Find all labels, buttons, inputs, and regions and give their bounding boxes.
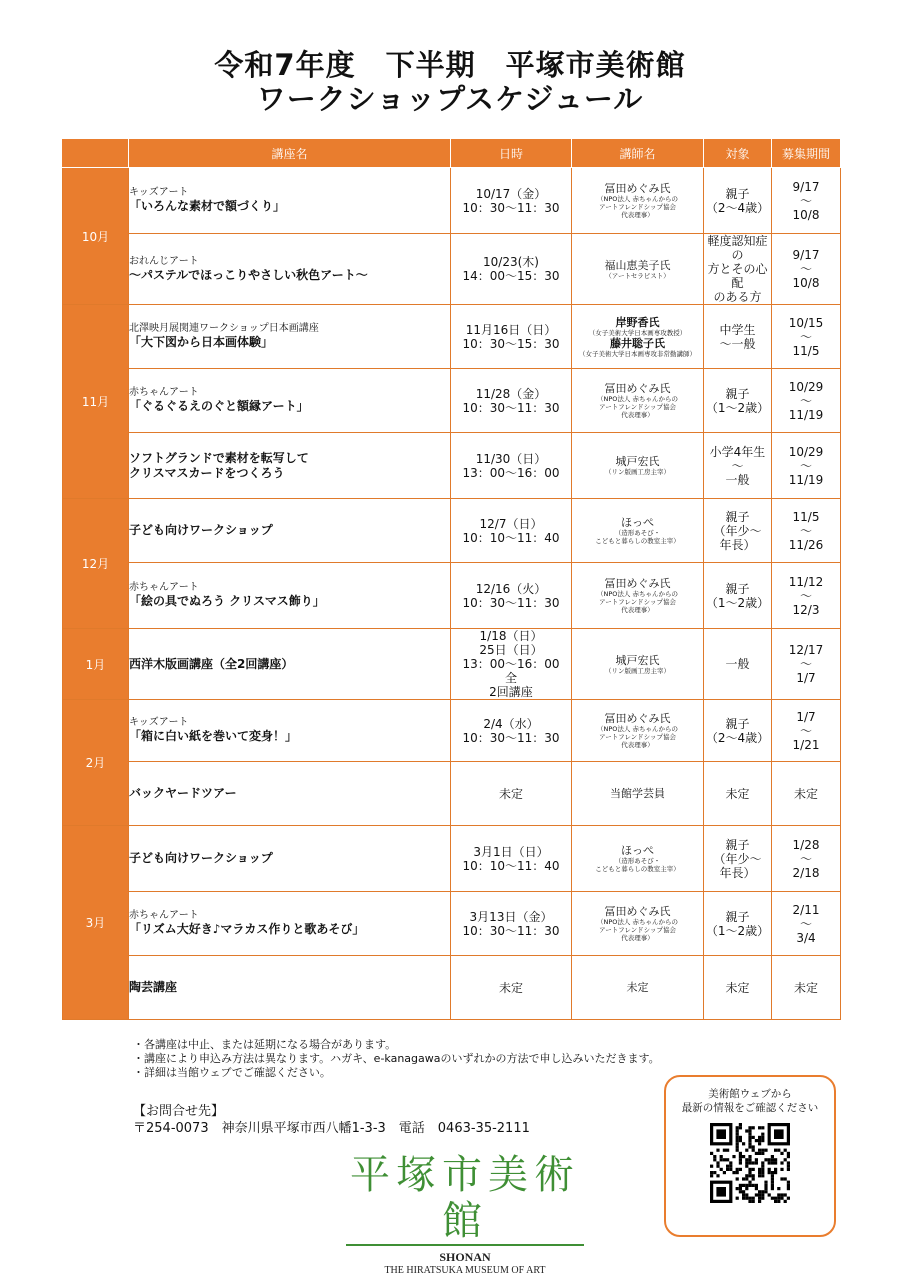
logo-rule	[346, 1244, 584, 1246]
target-line: 中学生	[719, 322, 756, 337]
page-subtitle: ワークショップスケジュール	[256, 82, 644, 116]
target-line: （1～2歳）	[705, 923, 770, 938]
month-cell: 11月	[63, 305, 129, 499]
period-cell	[772, 563, 841, 629]
date-cell	[451, 433, 572, 499]
period-line: 9/17	[792, 179, 820, 194]
date-line: 10：30～11：30	[462, 400, 560, 415]
instructor-name: 未定	[626, 981, 649, 994]
course-category: 赤ちゃんアート	[129, 582, 199, 593]
date-line: 10：30～11：30	[462, 923, 560, 938]
table-row	[63, 234, 841, 305]
table-row	[63, 168, 841, 234]
period-cell	[772, 956, 841, 1020]
target-line: 年長）	[719, 537, 756, 552]
period-line: ～	[799, 588, 812, 603]
table-row	[63, 369, 841, 433]
target-line: 一般	[725, 657, 750, 671]
logo-japanese: 平塚市美術館	[350, 1152, 580, 1244]
course-category: おれんじアート	[129, 255, 199, 267]
course-cell	[129, 433, 451, 499]
period-line: ～	[799, 329, 812, 344]
target-line: 親子	[725, 186, 750, 201]
period-line: 1/28	[792, 837, 820, 852]
date-line: 11/30（日）	[475, 451, 547, 466]
instructor-note: （NPO法人 赤ちゃんからの	[597, 918, 678, 926]
course-cell	[129, 826, 451, 892]
course-title: 「いろんな素材で額づくり」	[129, 199, 286, 213]
instructor-note: （アートセラピスト）	[605, 271, 670, 280]
instructor-note: 代表理事）	[621, 411, 654, 419]
period-line: ～	[799, 523, 812, 538]
qr-caption-line1: 美術館ウェブから	[708, 1088, 792, 1100]
instructor-note: （NPO法人 赤ちゃんからの	[597, 590, 678, 598]
period-line: 11/5	[792, 343, 820, 358]
table-row	[63, 433, 841, 499]
period-cell	[772, 234, 841, 305]
course-title: 西洋木版画講座（全2回講座）	[129, 656, 294, 671]
date-line: 未定	[498, 980, 523, 995]
qr-caption-line2: 最新の情報をご確認ください	[681, 1102, 819, 1114]
date-line: 2/4（水）	[483, 716, 539, 731]
logo-shonan: SHONAN	[439, 1250, 491, 1264]
course-category: 赤ちゃんアート	[129, 910, 199, 921]
instructor-cell	[572, 563, 704, 629]
course-title: 「箱に白い紙を巻いて変身！」	[129, 729, 298, 743]
header-target: 対象	[704, 139, 772, 168]
course-title: 陶芸講座	[129, 980, 178, 994]
course-cell	[129, 563, 451, 629]
instructor-note: 代表理事）	[621, 606, 654, 614]
period-line: ～	[799, 458, 812, 473]
target-line: 年長）	[719, 865, 756, 880]
period-cell	[772, 826, 841, 892]
course-cell	[129, 762, 451, 826]
period-cell	[772, 762, 841, 826]
period-line: 11/19	[788, 472, 824, 487]
contact-block	[133, 1103, 530, 1137]
table-header-row	[63, 139, 841, 168]
period-line: ～	[799, 851, 812, 866]
date-line: 14：00～15：30	[462, 269, 560, 283]
course-title: ～パステルでほっこりやさしい秋色アート～	[129, 267, 368, 282]
instructor-note: 代表理事）	[621, 211, 654, 219]
date-cell	[451, 892, 572, 956]
date-cell	[451, 826, 572, 892]
instructor-note: アートフレンドシップ協会	[598, 733, 677, 741]
target-cell	[704, 700, 772, 762]
date-line: 11月16日（日）	[465, 322, 557, 337]
course-title: ソフトグランドで素材を転写して	[129, 450, 309, 465]
date-line: 3月13日（金）	[469, 909, 553, 924]
museum-logo	[340, 1152, 590, 1276]
target-line: （年少～	[713, 523, 762, 538]
target-line: 方とその心配	[707, 262, 768, 290]
period-cell	[772, 892, 841, 956]
course-cell	[129, 305, 451, 369]
instructor-note: （リン版画工房主宰）	[605, 468, 670, 476]
target-line: 小学4年生	[709, 444, 766, 459]
logo-english: THE HIRATSUKA MUSEUM OF ART	[384, 1265, 546, 1276]
instructor-cell	[572, 826, 704, 892]
table-row	[63, 629, 841, 700]
period-line: ～	[799, 393, 812, 408]
qr-caption	[666, 1087, 834, 1115]
period-line: ～	[799, 916, 812, 931]
contact-heading: 【お問合せ先】	[133, 1104, 225, 1119]
date-cell	[451, 305, 572, 369]
target-line: 親子	[725, 909, 750, 924]
target-cell	[704, 826, 772, 892]
period-cell	[772, 369, 841, 433]
period-line: 1/7	[796, 671, 816, 685]
course-cell	[129, 892, 451, 956]
instructor-note: アートフレンドシップ協会	[598, 598, 677, 606]
table-row	[63, 499, 841, 563]
target-cell	[704, 168, 772, 234]
target-cell	[704, 234, 772, 305]
target-line: 親子	[725, 509, 750, 524]
header-instructor: 講師名	[572, 139, 704, 168]
instructor-name: 当館学芸員	[610, 787, 665, 800]
date-line: 13：00～16：00 全	[462, 657, 572, 685]
instructor-name: 城戸宏氏	[615, 455, 660, 468]
table-row	[63, 762, 841, 826]
period-line: 3/4	[796, 930, 816, 945]
table-row	[63, 305, 841, 369]
period-line: 1/21	[792, 737, 820, 752]
period-line: 2/18	[792, 865, 820, 880]
target-line: （1～2歳）	[705, 400, 770, 415]
date-cell	[451, 369, 572, 433]
target-line: （年少～	[713, 851, 762, 866]
target-line: （1～2歳）	[705, 595, 770, 610]
date-line: 12/7（日）	[479, 516, 543, 531]
course-title: 「リズム大好き♪マラカス作りと歌あそび」	[129, 922, 365, 936]
date-line: 2回講座	[489, 685, 533, 699]
contact-address: 〒254-0073 神奈川県平塚市西八幡1-3-3 電話 0463-35-2111	[133, 1121, 530, 1136]
target-line: 未定	[725, 980, 750, 995]
period-line: 11/5	[792, 509, 820, 524]
date-line: 10：30～11：30	[462, 200, 560, 215]
instructor-note: （女子美術大学日本画専攻教授）	[588, 328, 687, 337]
instructor-cell	[572, 369, 704, 433]
instructor-name: 藤井聡子氏	[610, 336, 665, 350]
instructor-note: （NPO法人 赤ちゃんからの	[597, 395, 678, 403]
target-cell	[704, 369, 772, 433]
instructor-name: 冨田めぐみ氏	[604, 182, 671, 195]
header-month	[63, 139, 129, 168]
period-line: 9/17	[792, 248, 820, 262]
instructor-cell	[572, 168, 704, 234]
note-item: ・各講座は中止、または延期になる場合があります。	[133, 1038, 397, 1051]
target-line: のある方	[713, 290, 762, 304]
date-line: 10/23(木)	[483, 255, 539, 269]
period-line: ～	[799, 723, 812, 738]
instructor-note: 代表理事）	[621, 934, 654, 942]
target-cell	[704, 305, 772, 369]
course-category: キッズアート	[129, 717, 189, 728]
target-cell	[704, 563, 772, 629]
target-cell	[704, 629, 772, 700]
month-cell: 2月	[63, 700, 129, 826]
month-cell: 3月	[63, 826, 129, 1020]
course-category: 北澤映月展関連ワークショップ日本画講座	[129, 323, 319, 334]
period-cell	[772, 629, 841, 700]
target-line: 軽度認知症の	[707, 234, 768, 262]
date-cell	[451, 168, 572, 234]
target-line: ～	[731, 458, 744, 473]
period-line: 11/12	[788, 574, 824, 589]
instructor-name: 冨田めぐみ氏	[604, 382, 671, 395]
course-title: 「絵の具でぬろう クリスマス飾り」	[129, 594, 325, 608]
date-line: 1/18（日）	[479, 629, 543, 643]
date-line: 11/28（金）	[475, 386, 547, 401]
date-cell	[451, 563, 572, 629]
date-cell	[451, 956, 572, 1020]
course-title: 「ぐるぐるえのぐと額縁アート」	[129, 399, 309, 413]
date-line: 未定	[498, 786, 523, 801]
date-line: 13：00～16：00	[462, 465, 560, 480]
instructor-note: （リン版画工房主宰）	[605, 666, 670, 675]
date-line: 10：30～15：30	[462, 336, 560, 351]
course-title-line2: クリスマスカードをつくろう	[129, 465, 285, 480]
course-cell	[129, 499, 451, 563]
instructor-cell	[572, 700, 704, 762]
target-line: 親子	[725, 716, 750, 731]
date-line: 12/16（火）	[475, 581, 547, 596]
date-line: 10：30～11：30	[462, 730, 560, 745]
target-cell	[704, 762, 772, 826]
course-category: 赤ちゃんアート	[129, 387, 199, 398]
date-cell	[451, 234, 572, 305]
period-line: 10/8	[792, 207, 820, 222]
instructor-note: アートフレンドシップ協会	[598, 403, 677, 411]
instructor-note: アートフレンドシップ協会	[598, 926, 677, 934]
table-row	[63, 892, 841, 956]
instructor-name: ほっぺ	[621, 844, 654, 857]
instructor-name: 城戸宏氏	[615, 653, 660, 667]
date-cell	[451, 629, 572, 700]
target-line: 親子	[725, 581, 750, 596]
period-cell	[772, 499, 841, 563]
page-title: 令和7年度 下半期 平塚市美術館	[214, 48, 686, 82]
target-line: （2～4歳）	[705, 730, 770, 745]
course-cell	[129, 234, 451, 305]
period-line: 10/29	[788, 379, 824, 394]
schedule-table	[62, 138, 841, 1020]
month-cell: 1月	[63, 629, 129, 700]
header-period: 募集期間	[772, 139, 841, 168]
instructor-note: （造形あそび・	[614, 529, 661, 537]
period-line: ～	[799, 193, 812, 208]
instructor-note: （NPO法人 赤ちゃんからの	[597, 195, 678, 203]
instructor-name: ほっぺ	[621, 516, 654, 529]
period-line: 1/7	[796, 709, 816, 724]
instructor-name: 冨田めぐみ氏	[604, 577, 671, 590]
instructor-note: こどもと暮らしの教室主宰）	[595, 865, 680, 873]
course-cell	[129, 956, 451, 1020]
course-cell	[129, 629, 451, 700]
period-line: 12/17	[788, 643, 824, 657]
target-cell	[704, 499, 772, 563]
instructor-note: 代表理事）	[621, 741, 654, 749]
course-title: 「大下図から日本画体験」	[129, 335, 274, 349]
period-line: 11/26	[788, 537, 824, 552]
header-course: 講座名	[129, 139, 451, 168]
period-line: 10/29	[788, 444, 824, 459]
instructor-note: （造形あそび・	[614, 857, 661, 865]
instructor-note: （NPO法人 赤ちゃんからの	[597, 725, 678, 733]
course-cell	[129, 168, 451, 234]
instructor-note: アートフレンドシップ協会	[598, 203, 677, 211]
date-line: 3月1日（日）	[473, 844, 549, 859]
table-row	[63, 956, 841, 1020]
course-category: キッズアート	[129, 187, 189, 198]
instructor-name: 福山恵美子氏	[604, 258, 671, 272]
course-title: 子ども向けワークショップ	[129, 851, 273, 865]
target-cell	[704, 892, 772, 956]
instructor-cell	[572, 305, 704, 369]
month-cell: 10月	[63, 168, 129, 305]
note-item: ・詳細は当館ウェブでご確認ください。	[133, 1066, 331, 1079]
table-row	[63, 826, 841, 892]
instructor-cell	[572, 956, 704, 1020]
target-line: 親子	[725, 386, 750, 401]
header-date: 日時	[451, 139, 572, 168]
month-cell: 12月	[63, 499, 129, 629]
date-cell	[451, 499, 572, 563]
table-row	[63, 563, 841, 629]
target-line: ～一般	[719, 336, 756, 351]
instructor-cell	[572, 762, 704, 826]
note-item: ・講座により申込み方法は異なります。ハガキ、e-kanagawaのいずれかの方法で申し込みいただきます。	[133, 1052, 660, 1065]
course-title: 子ども向けワークショップ	[129, 523, 273, 537]
instructor-cell	[572, 499, 704, 563]
date-line: 10：10～11：40	[462, 530, 560, 545]
notes	[133, 1038, 660, 1080]
period-line: 10/8	[792, 276, 820, 290]
period-line: ～	[799, 657, 812, 671]
qr-box	[664, 1075, 836, 1237]
period-line: ～	[799, 262, 812, 276]
date-line: 10：10～11：40	[462, 858, 560, 873]
date-cell	[451, 762, 572, 826]
period-cell	[772, 433, 841, 499]
date-line: 25日（日）	[479, 643, 543, 657]
target-line: 未定	[725, 786, 750, 801]
course-cell	[129, 369, 451, 433]
period-cell	[772, 305, 841, 369]
instructor-name: 冨田めぐみ氏	[604, 905, 671, 918]
course-title: バックヤードツアー	[129, 786, 237, 800]
period-line: 12/3	[792, 602, 820, 617]
period-cell	[772, 700, 841, 762]
period-line: 2/11	[792, 902, 820, 917]
date-line: 10/17（金）	[475, 186, 547, 201]
period-line: 10/15	[788, 315, 824, 330]
instructor-cell	[572, 892, 704, 956]
period-line: 11/19	[788, 407, 824, 422]
period-line: 未定	[793, 786, 818, 801]
instructor-name: 冨田めぐみ氏	[604, 712, 671, 725]
target-line: 親子	[725, 837, 750, 852]
target-cell	[704, 956, 772, 1020]
course-cell	[129, 700, 451, 762]
table-row	[63, 700, 841, 762]
target-line: 一般	[725, 472, 750, 487]
instructor-note: （女子美術大学日本画専攻非常勤講師）	[579, 349, 696, 358]
instructor-note: こどもと暮らしの教室主宰）	[595, 537, 680, 545]
target-line: （2～4歳）	[705, 200, 770, 215]
instructor-name: 岸野香氏	[615, 315, 660, 329]
instructor-cell	[572, 433, 704, 499]
date-line: 10：30～11：30	[462, 595, 560, 610]
period-line: 未定	[793, 980, 818, 995]
qr-code-icon[interactable]	[710, 1123, 790, 1203]
period-cell	[772, 168, 841, 234]
instructor-cell	[572, 629, 704, 700]
instructor-cell	[572, 234, 704, 305]
date-cell	[451, 700, 572, 762]
target-cell	[704, 433, 772, 499]
